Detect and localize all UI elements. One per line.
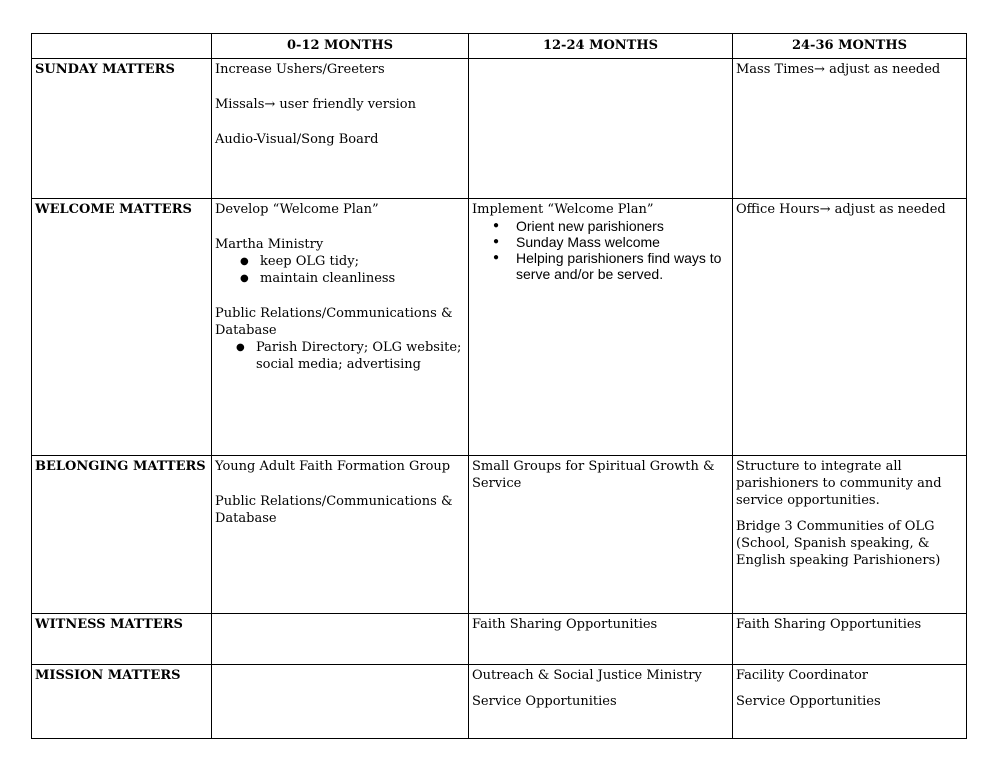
row-label-welcome: WELCOME MATTERS [32,199,212,456]
list-item: ● maintain cleanliness [246,270,465,287]
row-label-sunday: SUNDAY MATTERS [32,59,212,199]
cell-text: Martha Ministry [215,237,324,252]
list-item: ● Helping parishioners find ways to serve and/or be served. [493,250,729,282]
cell-sunday-24-36 [733,59,967,199]
cell-text: Outreach & Social Justice Ministry [472,668,702,683]
cell-witness-0-12 [212,614,469,665]
cell-sunday-12-24 [469,59,733,199]
cell-text: Audio-Visual/Song Board [215,132,379,147]
header-row [32,34,967,59]
cell-belonging-12-24 [469,456,733,614]
plan-table [31,33,967,739]
cell-welcome-24-36 [733,199,967,456]
cell-text: Small Groups for Spiritual Growth & Service [472,459,715,491]
cell-belonging-0-12 [212,456,469,614]
cell-text: Implement “Welcome Plan” [472,202,654,217]
row-label-witness: WITNESS MATTERS [32,614,212,665]
cell-text: Structure to integrate all parishioners to community and service opportunities. [736,459,942,508]
bullet-list [215,339,465,373]
row-sunday [32,59,967,199]
header-12-24-months: 12-24 MONTHS [469,34,733,59]
cell-witness-24-36 [733,614,967,665]
list-item: ● Orient new parishioners [493,218,729,234]
row-belonging [32,456,967,614]
list-item: ● keep OLG tidy; [246,253,465,270]
bullet-list [215,253,465,287]
row-label-belonging: BELONGING MATTERS [32,456,212,614]
row-welcome [32,199,967,456]
cell-text: Office Hours→ adjust as needed [736,202,946,217]
cell-text: Missals→ user friendly version [215,97,416,112]
cell-text: Faith Sharing Opportunities [472,617,658,632]
cell-text: Faith Sharing Opportunities [736,617,922,632]
cell-text: Bridge 3 Communities of OLG (School, Spanish speaking, & English speaking Parishioners) [736,519,941,568]
row-mission [32,665,967,739]
cell-text: Mass Times→ adjust as needed [736,62,941,77]
cell-text: Facility Coordinator [736,668,869,683]
cell-text: Public Relations/Communications & Database [215,494,453,526]
cell-text: Develop “Welcome Plan” [215,202,379,217]
cell-welcome-12-24 [469,199,733,456]
row-label-mission: MISSION MATTERS [32,665,212,739]
cell-welcome-0-12 [212,199,469,456]
cell-witness-12-24 [469,614,733,665]
header-24-36-months: 24-36 MONTHS [733,34,967,59]
cell-belonging-24-36 [733,456,967,614]
cell-text: Young Adult Faith Formation Group [215,459,451,474]
cell-sunday-0-12 [212,59,469,199]
bullet-list [472,218,729,282]
list-item: ● Parish Directory; OLG website; social media; advertising [242,339,465,373]
cell-text: Service Opportunities [472,694,617,709]
header-blank [32,34,212,59]
cell-text: Public Relations/Communications & Database [215,306,453,338]
cell-text: Service Opportunities [736,694,881,709]
cell-mission-0-12 [212,665,469,739]
cell-text: Increase Ushers/Greeters [215,62,385,77]
cell-mission-12-24 [469,665,733,739]
row-witness [32,614,967,665]
cell-mission-24-36 [733,665,967,739]
list-item: ● Sunday Mass welcome [493,234,729,250]
header-0-12-months: 0-12 MONTHS [212,34,469,59]
